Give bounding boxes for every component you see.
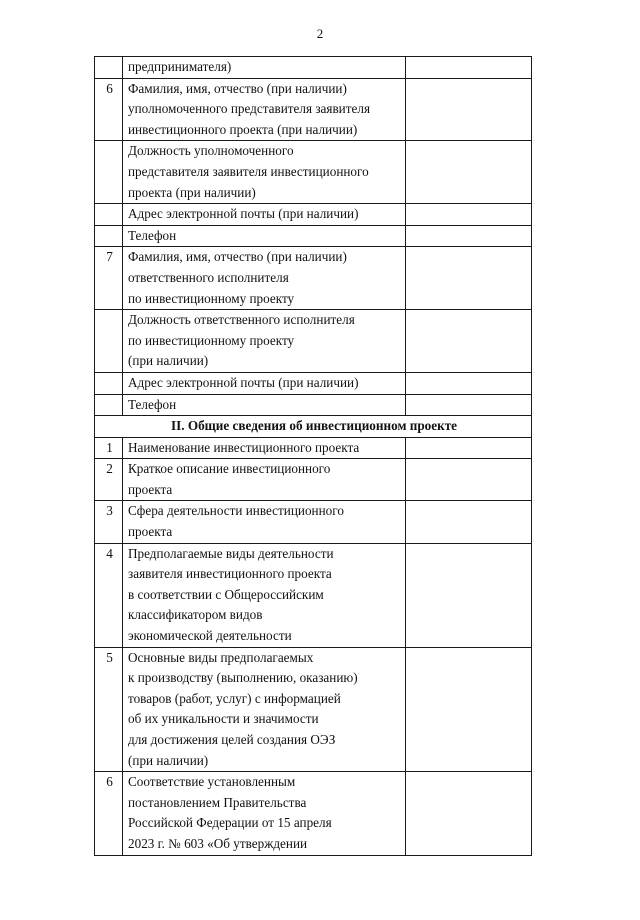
row-value-cell xyxy=(406,57,532,79)
section-title: II. Общие сведения об инвестиционном проекте xyxy=(95,416,532,438)
row-label: Фамилия, имя, отчество (при наличии) уполномоченного представителя заявителя инвестиционного проекта (при наличии) xyxy=(123,78,406,141)
row-value-cell xyxy=(406,501,532,543)
row-value-cell xyxy=(406,247,532,310)
row-label: Телефон xyxy=(123,394,406,416)
row-label: Краткое описание инвестиционного проекта xyxy=(123,459,406,501)
table-row xyxy=(95,225,532,247)
section-header-row xyxy=(95,416,532,438)
table-row xyxy=(95,501,532,543)
row-label: Фамилия, имя, отчество (при наличии) ответственного исполнителя по инвестиционному проекту xyxy=(123,247,406,310)
table-row xyxy=(95,459,532,501)
table-row xyxy=(95,78,532,141)
row-number: 6 xyxy=(95,78,123,141)
row-value-cell xyxy=(406,437,532,459)
row-number xyxy=(95,394,123,416)
row-number: 2 xyxy=(95,459,123,501)
row-value-cell xyxy=(406,204,532,226)
row-label: Должность уполномоченного представителя заявителя инвестиционного проекта (при наличии) xyxy=(123,141,406,204)
table-row xyxy=(95,647,532,772)
row-number xyxy=(95,141,123,204)
row-value-cell xyxy=(406,647,532,772)
table-row xyxy=(95,57,532,79)
row-number: 7 xyxy=(95,247,123,310)
page-number: 2 xyxy=(316,26,324,41)
table-row xyxy=(95,543,532,647)
table-row xyxy=(95,247,532,310)
application-form-table xyxy=(94,56,532,856)
row-value-cell xyxy=(406,141,532,204)
row-label: Адрес электронной почты (при наличии) xyxy=(123,204,406,226)
table-row xyxy=(95,372,532,394)
table-row xyxy=(95,394,532,416)
row-label: Должность ответственного исполнителя по инвестиционному проекту (при наличии) xyxy=(123,310,406,373)
row-label: Адрес электронной почты (при наличии) xyxy=(123,372,406,394)
row-number: 5 xyxy=(95,647,123,772)
row-number xyxy=(95,204,123,226)
row-value-cell xyxy=(406,772,532,855)
table-row xyxy=(95,772,532,855)
table-row xyxy=(95,310,532,373)
table-row xyxy=(95,204,532,226)
row-number: 1 xyxy=(95,437,123,459)
row-label: Предполагаемые виды деятельности заявителя инвестиционного проекта в соответствии с Общероссийским классификатором видов экономической деятельности xyxy=(123,543,406,647)
row-label: Сфера деятельности инвестиционного проекта xyxy=(123,501,406,543)
row-value-cell xyxy=(406,543,532,647)
row-label: Соответствие установленным постановлением Правительства Российской Федерации от 15 апреля 2023 г. № 603 «Об утверждении xyxy=(123,772,406,855)
row-value-cell xyxy=(406,310,532,373)
row-number xyxy=(95,57,123,79)
row-number: 3 xyxy=(95,501,123,543)
row-number xyxy=(95,372,123,394)
row-value-cell xyxy=(406,372,532,394)
row-number xyxy=(95,310,123,373)
row-number xyxy=(95,225,123,247)
row-number: 4 xyxy=(95,543,123,647)
row-value-cell xyxy=(406,225,532,247)
row-label: Основные виды предполагаемых к производству (выполнению, оказанию) товаров (работ, услуг) с информацией об их уникальности и значимости для достижения целей создания ОЭЗ (при наличии) xyxy=(123,647,406,772)
table-row xyxy=(95,141,532,204)
table-row xyxy=(95,437,532,459)
row-value-cell xyxy=(406,394,532,416)
row-label: Наименование инвестиционного проекта xyxy=(123,437,406,459)
row-value-cell xyxy=(406,459,532,501)
row-value-cell xyxy=(406,78,532,141)
row-label: предпринимателя) xyxy=(123,57,406,79)
row-label: Телефон xyxy=(123,225,406,247)
row-number: 6 xyxy=(95,772,123,855)
